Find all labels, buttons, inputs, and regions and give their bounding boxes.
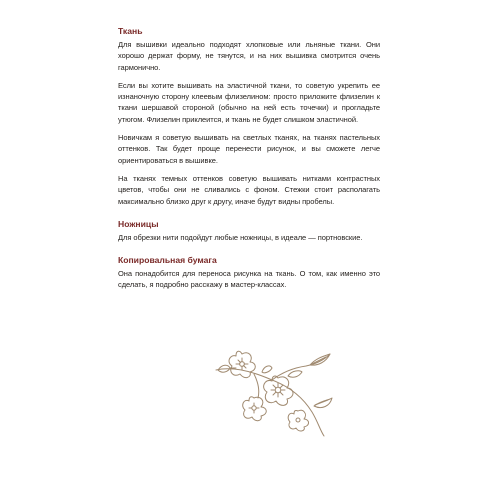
- section-heading-fabric: Ткань: [118, 26, 143, 36]
- section-heading-carbon-paper: Копировальная бумага: [118, 255, 217, 266]
- section-heading-scissors: Ножницы: [118, 218, 159, 229]
- paragraph: Она понадобится для переноса рисунка на ткань. О том, как именно это сделать, я подробно расскажу в мастер-классах.: [118, 269, 380, 290]
- paragraph: Для обрезки нити подойдут любые ножницы, в идеале — портновские.: [118, 232, 363, 242]
- paragraph: На тканях темных оттенков советую вышивать нитками контрастных цветов, чтобы они не сливались с фоном. Стежки стоит располагать максимально близко друг к другу, иначе будут видны пробелы.: [118, 173, 380, 206]
- blossom-branch-icon: [214, 346, 334, 438]
- paragraph: Для вышивки идеально подходят хлопковые или льняные ткани. Они хорошо держат форму, не тянутся, и на них вышивка смотрится очень гармонично.: [118, 40, 380, 72]
- paragraph: Если вы хотите вышивать на эластичной ткани, то советую укрепить ее изнаночную сторону клеевым флизелином: просто приложите флизелин к ткани шершавой стороной (обычно на ней есть точечки) и прогладьте утюгом. Флизелин приклеится, и ткань не будет слишком эластичной.: [118, 80, 380, 124]
- page-content: [118, 26, 380, 298]
- paragraph: Новичкам я советую вышивать на светлых тканях, на тканях пастельных оттенков. Так будет проще перенести рисунок, и вы сможете легче ориентироваться в вышивке.: [118, 133, 380, 165]
